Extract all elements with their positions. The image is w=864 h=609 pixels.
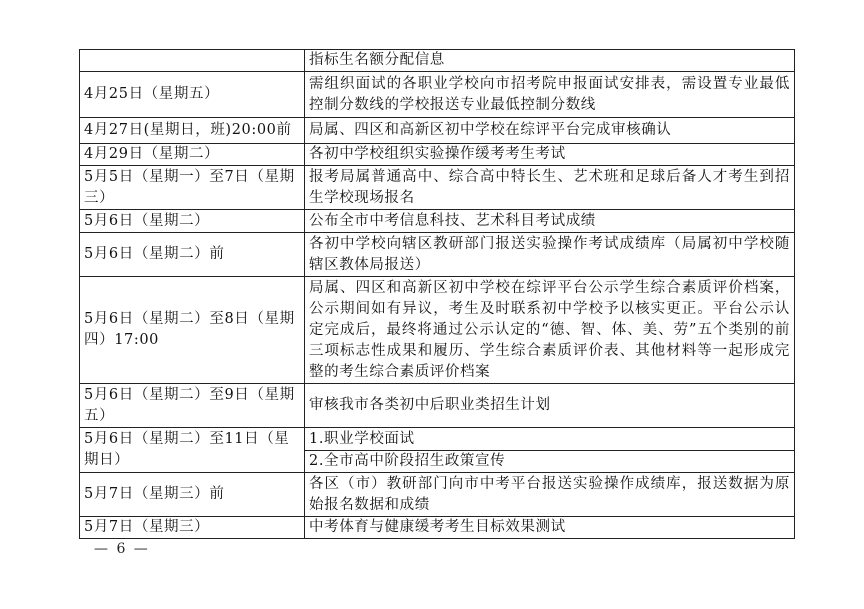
table-row: [80, 166, 795, 210]
event-cell: 公布全市中考信息科技、艺术科目考试成绩: [305, 210, 795, 233]
date-cell: 5月6日（星期二）至9日（星期五）: [80, 384, 305, 428]
event-cell: 局属、四区和高新区初中学校在综评平台完成审核确认: [305, 118, 795, 144]
table-row: [80, 118, 795, 144]
table-row: [80, 428, 795, 451]
date-cell: 4月27日(星期日，班)20:00前: [80, 118, 305, 144]
date-cell: [80, 50, 305, 72]
date-cell: 5月6日（星期二）至11日（星期日）: [80, 428, 305, 473]
table-row: [80, 233, 795, 277]
table-row: [80, 473, 795, 517]
date-cell: 5月5日（星期一）至7日（星期三）: [80, 166, 305, 210]
event-cell: 局属、四区和高新区初中学校在综评平台公示学生综合素质评价档案，公示期间如有异议，考生及时联系初中学校予以核实更正。平台公示认定完成后，最终将通过公示认定的“德、智、体、美、劳”五个类别的前三项标志性成果和履历、学生综合素质评价表、其他材料等一起形成完整的考生综合素质评价档案: [305, 277, 795, 384]
date-cell: 5月6日（星期二）至8日（星期四）17:00: [80, 277, 305, 384]
date-cell: 5月6日（星期二）: [80, 210, 305, 233]
table-row: [80, 50, 795, 72]
event-cell: 指标生名额分配信息: [305, 50, 795, 72]
date-cell: 4月25日（星期五）: [80, 72, 305, 118]
table-row: [80, 210, 795, 233]
date-cell: 5月6日（星期二）前: [80, 233, 305, 277]
table-row: [80, 72, 795, 118]
table-row: [80, 384, 795, 428]
admissions-schedule-table: [79, 49, 795, 539]
event-cell: 2.全市高中阶段招生政策宣传: [305, 451, 795, 473]
event-cell: 1.职业学校面试: [305, 428, 795, 451]
event-cell: 需组织面试的各职业学校向市招考院申报面试安排表，需设置专业最低控制分数线的学校报送专业最低控制分数线: [305, 72, 795, 118]
event-cell: 中考体育与健康缓考考生目标效果测试: [305, 517, 795, 539]
table-row: [80, 144, 795, 166]
event-cell: 各初中学校组织实验操作缓考考生考试: [305, 144, 795, 166]
page-number: — 6 —: [94, 541, 150, 557]
event-cell: 各区（市）教研部门向市中考平台报送实验操作成绩库，报送数据为原始报名数据和成绩: [305, 473, 795, 517]
event-cell: 报考局属普通高中、综合高中特长生、艺术班和足球后备人才考生到招生学校现场报名: [305, 166, 795, 210]
date-cell: 5月7日（星期三）前: [80, 473, 305, 517]
date-cell: 5月7日（星期三）: [80, 517, 305, 539]
table-row: [80, 517, 795, 539]
event-cell: 审核我市各类初中后职业类招生计划: [305, 384, 795, 428]
table-row: [80, 277, 795, 384]
date-cell: 4月29日（星期二）: [80, 144, 305, 166]
event-cell: 各初中学校向辖区教研部门报送实验操作考试成绩库（局属初中学校随辖区教体局报送）: [305, 233, 795, 277]
